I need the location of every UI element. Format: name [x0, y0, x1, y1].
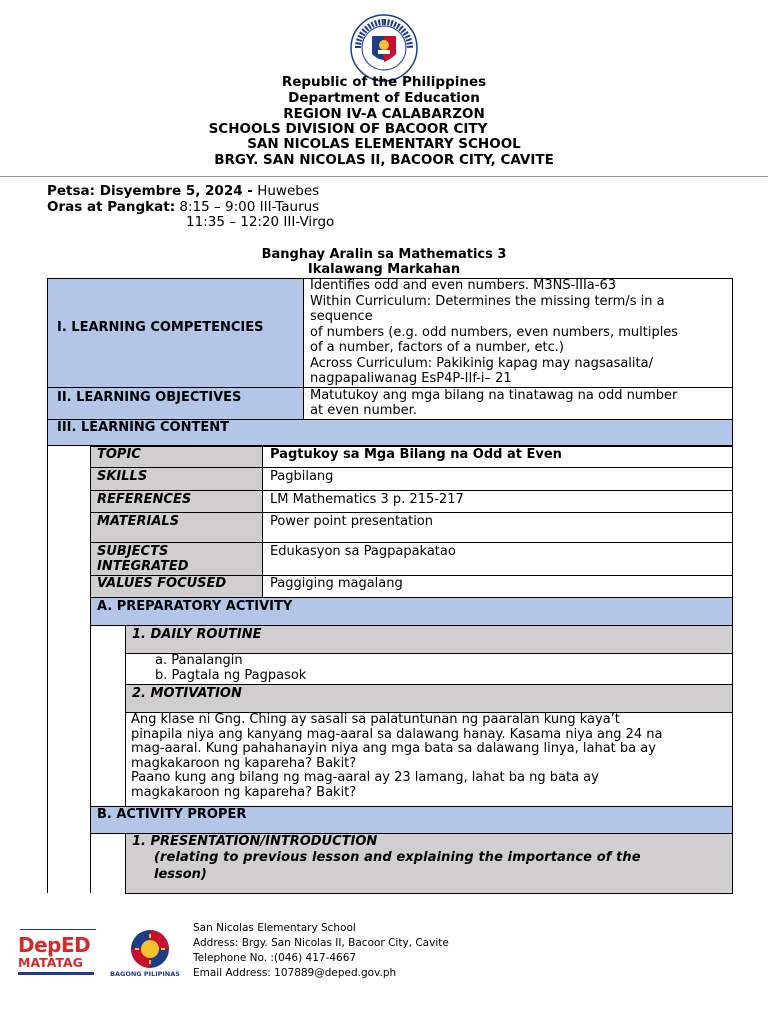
motivation-line: magkakaroon ng kapareha? Bakit? — [131, 755, 357, 771]
oras-2: 11:35 – 12:20 III-Virgo — [186, 214, 335, 230]
presentation-sub-1: (relating to previous lesson and explaining the importance of the — [154, 850, 641, 865]
objectives-text — [310, 388, 677, 418]
content-value-topic: Pagtukoy sa Mga Bilang na Odd at Even — [270, 447, 562, 462]
row-divider — [90, 512, 733, 513]
content-label: III. LEARNING CONTENT — [57, 420, 229, 435]
header-department: Department of Education — [288, 90, 480, 106]
matatag-underline — [18, 972, 94, 975]
content-key-values: VALUES FOCUSED — [97, 576, 227, 591]
row-divider — [90, 467, 733, 468]
footer-email: Email Address: 107889@deped.gov.ph — [193, 967, 397, 979]
motivation-line: Ang klase ni Gng. Ching ay sasali sa palatuntunan ng paaralan kung kaya’t — [131, 712, 620, 727]
content-key-references: REFERENCES — [97, 492, 192, 507]
footer-telephone: Telephone No. :(046) 417-4667 — [193, 952, 357, 964]
routine-item: b. Pagtala ng Pagpasok — [155, 668, 307, 683]
objective-line: Matutukoy ang mga bilang na tinatawag na odd number — [310, 388, 678, 403]
footer-school-name: San Nicolas Elementary School — [193, 922, 356, 934]
content-key-materials: MATERIALS — [97, 514, 180, 529]
plan-title: Banghay Aralin sa Mathematics 3 — [261, 247, 507, 262]
footer-address: Address: Brgy. San Nicolas II, Bacoor City, Cavite — [193, 937, 449, 949]
header-region: REGION IV-A CALABARZON — [283, 106, 485, 122]
content-value-references: LM Mathematics 3 p. 215-217 — [270, 492, 464, 507]
competency-line: sequence — [310, 309, 373, 324]
bagong-text: BAGONG PILIPINAS — [110, 970, 180, 978]
header-division: SCHOOLS DIVISION OF BACOOR CITY — [208, 121, 488, 137]
motivation-text — [131, 713, 663, 800]
row-divider — [90, 542, 733, 543]
content-value-values: Paggiging magalang — [270, 576, 403, 591]
objectives-label: II. LEARNING OBJECTIVES — [57, 390, 242, 405]
outer-left-border — [47, 446, 48, 893]
content-value-materials: Power point presentation — [270, 514, 434, 529]
competency-line: Within Curriculum: Determines the missing term/s in a — [310, 293, 665, 309]
motivation-line: pinapila niya ang kanyang mag-aaral sa dalawang hanay. Kasama niya ang 24 na — [131, 726, 663, 742]
petsa-label: Petsa: Disyembre 5, 2024 - — [47, 183, 253, 199]
deped-logo-text: DepED — [18, 933, 91, 957]
header-republic: Republic of the Philippines — [281, 74, 487, 90]
section-b-left-border — [90, 834, 91, 893]
deped-seal-logo — [350, 14, 418, 82]
competency-line: Across Curriculum: Pakikinig kapag may nagsasalita/ — [310, 355, 653, 371]
content-key-topic: TOPIC — [97, 447, 141, 462]
content-key-subjects: SUBJECTS INTEGRATED — [97, 544, 189, 574]
matatag-text: MATATAG — [18, 955, 83, 970]
competency-line: nagpapaliwanag EsP4P-IIf-i– 21 — [310, 371, 512, 386]
motivation-line: magkakaroon ng kapareha? Bakit? — [131, 784, 357, 800]
petsa-line — [47, 184, 319, 199]
oras-label: Oras at Pangkat: — [47, 199, 176, 215]
footer-rule — [20, 929, 96, 930]
routine-item: a. Panalangin — [155, 653, 243, 668]
routine-label: 1. DAILY ROUTINE — [132, 627, 262, 642]
motivation-line: mag-aaral. Kung pahahanayin niya ang mga bata sa dalawang linya, lahat ba ay — [131, 741, 656, 756]
oras-1: 8:15 – 9:00 III-Taurus — [175, 199, 320, 215]
competency-line: of a number, factors of a number, etc.) — [310, 340, 564, 355]
preparatory-label: A. PREPARATORY ACTIVITY — [97, 599, 293, 614]
competencies-label: I. LEARNING COMPETENCIES — [57, 320, 264, 335]
presentation-sub-2: lesson) — [154, 867, 207, 882]
deped-logo — [18, 934, 98, 978]
section-a-left-border — [90, 626, 91, 806]
motivation-line: Paano kung ang bilang ng mag-aaral ay 23 lamang, lahat ba ng bata ay — [131, 770, 599, 785]
content-key-skills: SKILLS — [97, 469, 148, 484]
objective-line: at even number. — [310, 403, 417, 418]
header-school: SAN NICOLAS ELEMENTARY SCHOOL — [247, 136, 521, 152]
oras-line — [47, 200, 319, 215]
content-value-skills: Pagbilang — [270, 469, 334, 484]
plan-subtitle: Ikalawang Markahan — [307, 262, 461, 277]
header-divider — [0, 176, 768, 177]
presentation-label: 1. PRESENTATION/INTRODUCTION — [132, 834, 378, 849]
motivation-label: 2. MOTIVATION — [132, 686, 242, 701]
bagong-pilipinas-logo — [112, 928, 188, 980]
row-divider — [90, 490, 733, 491]
petsa-day: Huwebes — [252, 183, 320, 199]
header-address: BRGY. SAN NICOLAS II, BACOOR CITY, CAVITE — [214, 152, 554, 168]
competency-line: Identifies odd and even numbers. M3NS-IIIa-63 — [310, 278, 616, 293]
activity-proper-label: B. ACTIVITY PROPER — [97, 807, 247, 822]
routine-items — [155, 653, 306, 683]
competencies-text — [310, 278, 678, 387]
content-value-subjects: Edukasyon sa Pagpapakatao — [270, 544, 456, 559]
competency-line: of numbers (e.g. odd numbers, even numbers, multiples — [310, 324, 679, 340]
